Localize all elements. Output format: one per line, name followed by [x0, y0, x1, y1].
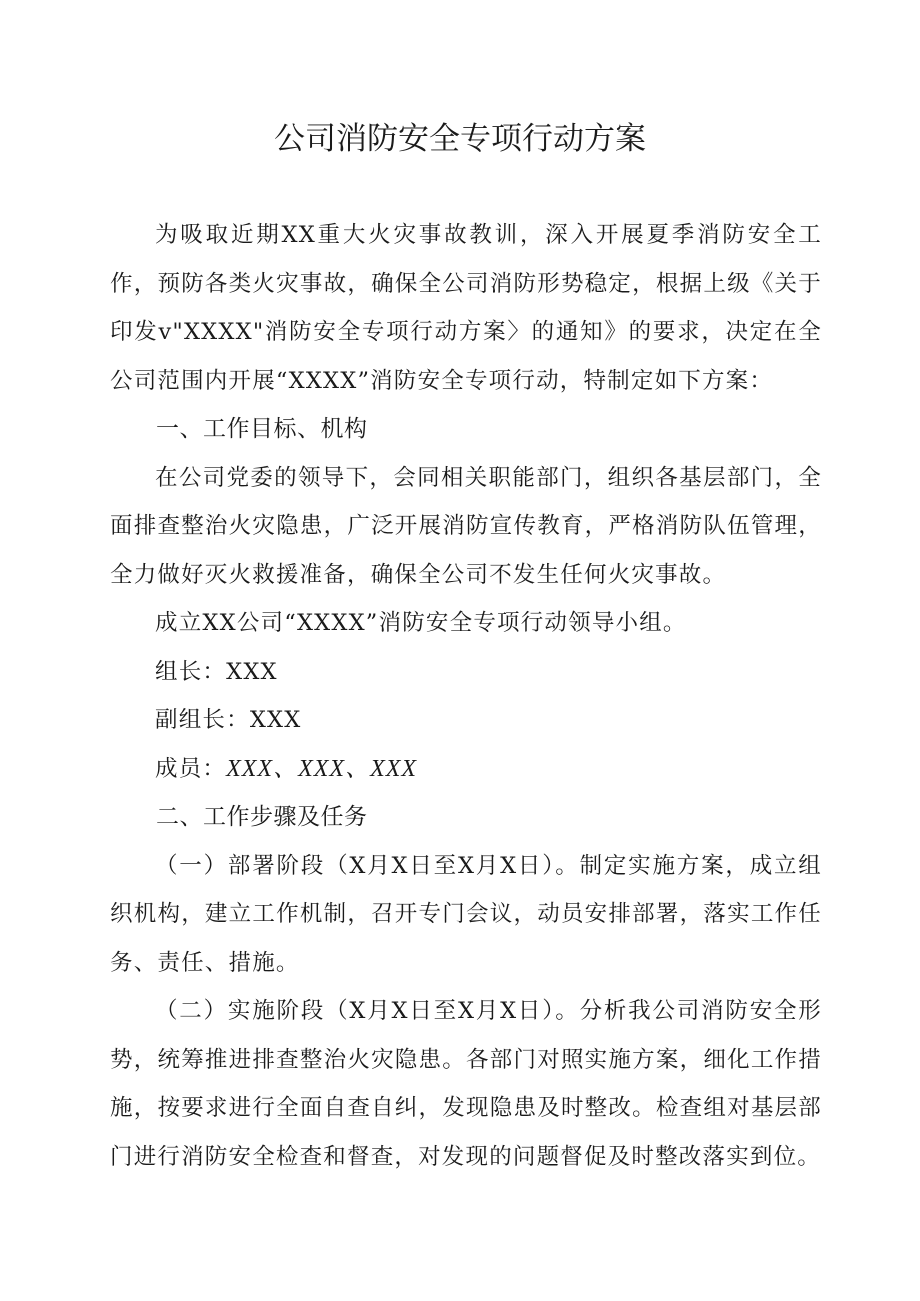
intro-paragraph: 为吸取近期XX重大火灾事故教训，深入开展夏季消防安全工作，预防各类火灾事故，确保全公司消防形势稳定，根据上级《关于印发v"XXXX"消防安全专项行动方案〉的通知》的要求，决定在全公司范围内开展“XXXX”消防安全专项行动，特制定如下方案： — [110, 222, 822, 394]
step-1-paragraph: （一）部署阶段（X月X日至X月X日）。制定实施方案，成立组织机构，建立工作机制，召开专门会议，动员安排部署，落实工作任务、责任、措施。 — [110, 852, 822, 976]
leader-name: XXX — [226, 658, 278, 685]
deputy-label: 副组长： — [155, 707, 250, 733]
members-names: XXX、XXX、XXX — [226, 755, 418, 782]
section-1-heading: 一、工作目标、机构 — [156, 416, 368, 442]
leader-line — [110, 648, 822, 697]
members-line — [110, 745, 822, 794]
step-2-paragraph: （二）实施阶段（X月X日至X月X日）。分析我公司消防安全形势，统筹推进排查整治火灾隐患。各部门对照实施方案，细化工作措施，按要求进行全面自查自纠，发现隐患及时整改。检查组对基层部门进行消防安全检查和督查，对发现的问题督促及时整改落实到位。 — [110, 998, 822, 1170]
section-1-paragraph: 在公司党委的领导下，会同相关职能部门，组织各基层部门，全面排查整治火灾隐患，广泛开展消防宣传教育，严格消防队伍管理，全力做好灭火救援准备，确保全公司不发生任何火灾事故。 — [110, 464, 822, 588]
document-title: 公司消防安全专项行动方案 — [274, 121, 646, 157]
document-body — [110, 211, 822, 1181]
group-intro: 成立XX公司“XXXX”消防安全专项行动领导小组。 — [155, 610, 687, 636]
leader-label: 组长： — [155, 658, 227, 685]
section-2-heading: 二、工作步骤及任务 — [156, 804, 368, 830]
deputy-name: XXX — [249, 707, 302, 733]
members-label: 成员： — [155, 755, 227, 782]
deputy-line — [110, 696, 822, 745]
